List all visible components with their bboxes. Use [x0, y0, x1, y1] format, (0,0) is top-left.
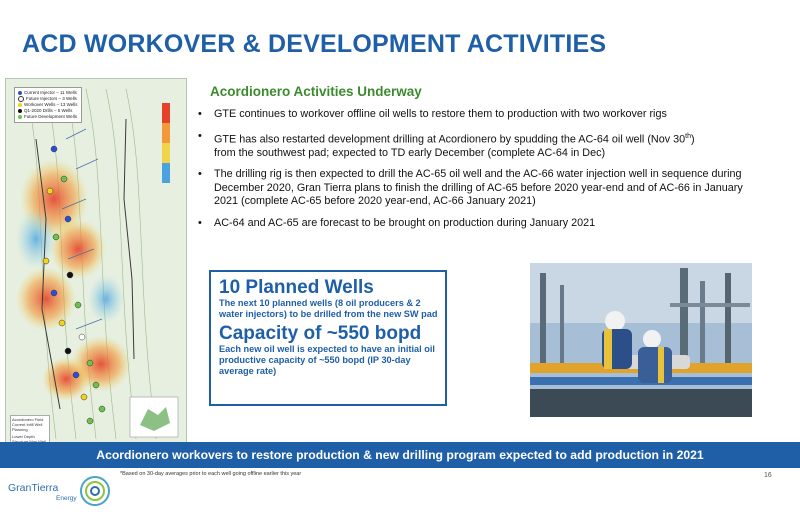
page-number: 16 [764, 472, 772, 479]
map-caption: Acordionero Field Current Infill Well Planning Lower Depth [10, 415, 50, 448]
summary-banner: Acordionero workovers to restore production & new drilling program expected to add production in 2021 [0, 442, 800, 468]
map-legend [14, 87, 82, 123]
footnote: *Based on 30-day averages prior to each well going offline earlier this year [120, 471, 302, 477]
list-item: • GTE has also restarted development drilling at Acordionero by spudding the AC-64 oil well (Nov 30th) from the southwest pad; expected to TD early December (complete AC-64 in Dec) [196, 130, 762, 161]
callout-text: Each new oil well is expected to have an initial oil productive capacity of ~550 bopd (IP 30-day average rate) [219, 344, 435, 376]
legend-item: Future Development Wells [18, 114, 78, 120]
legend-swatch-icon [18, 115, 22, 119]
page-title: ACD WORKOVER & DEVELOPMENT ACTIVITIES [22, 30, 607, 58]
list-item: • The drilling rig is then expected to drill the AC-65 oil well and the AC-66 water injection well in sequence during December 2020, Gran Tierra plans to finish the drilling of AC-65 before 2020 year-end and of AC-66 in January 2021 (complete AC-65 before 2020 year-end, AC-66 January 2021) [196, 168, 762, 209]
legend-item: Future Injectors – 3 Wells [18, 96, 78, 102]
logo-subtext: Energy [56, 495, 77, 502]
bullet-list [196, 108, 762, 238]
list-item: • AC-64 and AC-65 are forecast to be brought on production during January 2021 [196, 217, 762, 231]
legend-item: Workover Wells – 13 Wells [18, 102, 78, 108]
legend-item: Current Injector – 11 Wells [18, 90, 78, 96]
workers-photo [530, 263, 752, 417]
logo-wordmark: GranTierra [8, 482, 59, 494]
legend-swatch-icon [18, 109, 22, 113]
map-graphic [6, 79, 186, 447]
planned-wells-callout [209, 270, 447, 406]
legend-swatch-icon [18, 96, 24, 102]
field-map [5, 78, 187, 448]
callout-heading: 10 Planned Wells [219, 277, 374, 298]
legend-swatch-icon [18, 103, 22, 107]
logo-mark-icon [78, 474, 112, 508]
legend-swatch-icon [18, 91, 22, 95]
section-subtitle: Acordionero Activities Underway [210, 84, 422, 99]
callout-text: The next 10 planned wells (8 oil producers & 2 water injectors) to be drilled from the new SW pad [219, 298, 438, 319]
callout-heading: Capacity of ~550 bopd [219, 323, 422, 344]
list-item: • GTE continues to workover offline oil wells to restore them to production with two workover rigs [196, 108, 762, 122]
company-logo [8, 474, 118, 510]
legend-item: Q1-2020 Drills – 5 Wells [18, 108, 78, 114]
